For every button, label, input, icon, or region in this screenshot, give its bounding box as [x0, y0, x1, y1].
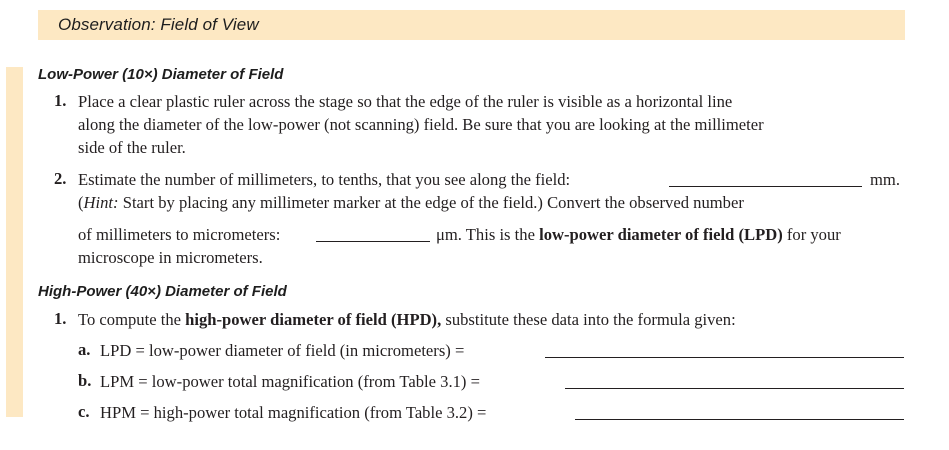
item1-line1: Place a clear plastic ruler across the stage so that the edge of the ruler is visible as a horizontal line — [78, 92, 733, 111]
item-number: 1. — [54, 91, 67, 110]
item1-line3: side of the ruler. — [78, 138, 186, 157]
item2-line1 — [78, 169, 570, 191]
item2-line3b — [436, 224, 841, 246]
subitem-b-text: LPM = low-power total magnification (from Table 3.1) = — [100, 372, 480, 391]
item-number: 1. — [54, 309, 67, 328]
hp-text-a: To compute the — [78, 310, 186, 329]
lpd-term: low-power diameter of field (LPD) — [539, 225, 783, 244]
mm-unit: mm. — [870, 170, 900, 189]
um-answer-blank[interactable] — [316, 240, 430, 242]
subitem-letter: c. — [78, 402, 90, 421]
item2-line3a: of millimeters to micrometers: — [78, 225, 281, 244]
item2-line4: microscope in micrometers. — [78, 248, 263, 267]
item2-line2: (Hint: Start by placing any millimeter marker at the edge of the field.) Convert the observed number — [78, 193, 744, 212]
item2-line1-text: Estimate the number of millimeters, to tenths, that you see along the field: — [78, 170, 571, 189]
subitem-a-text: LPD = low-power diameter of field (in micrometers) = — [100, 341, 465, 360]
low-power-heading: Low-Power (10×) Diameter of Field — [38, 66, 284, 83]
hp-item1-line — [78, 309, 736, 331]
hint-text: Start by placing any millimeter marker at the edge of the field.) Convert the observed number — [118, 193, 744, 212]
for-your-text: for your — [782, 225, 841, 244]
section-banner — [38, 10, 905, 40]
subitem-c-text: HPM = high-power total magnification (from Table 3.2) = — [100, 403, 487, 422]
mm-answer-blank[interactable] — [669, 185, 862, 187]
hpd-term: high-power diameter of field (HPD), — [185, 310, 442, 329]
lpm-answer-blank[interactable] — [565, 387, 904, 389]
um-unit-text: μm. This is the — [436, 225, 540, 244]
high-power-heading: High-Power (40×) Diameter of Field — [38, 283, 287, 300]
subitem-letter: a. — [78, 340, 91, 359]
item1-line2: along the diameter of the low-power (not scanning) field. Be sure that you are looking at the millimeter — [78, 115, 764, 134]
lpd-answer-blank[interactable] — [545, 356, 904, 358]
item-number: 2. — [54, 169, 67, 188]
hp-text-b: substitute these data into the formula given: — [441, 310, 736, 329]
hpm-answer-blank[interactable] — [575, 418, 904, 420]
banner-title: Observation: Field of View — [58, 15, 259, 34]
hint-label: Hint: — [83, 193, 119, 212]
subitem-letter: b. — [78, 371, 92, 390]
left-accent-bar — [6, 67, 23, 417]
